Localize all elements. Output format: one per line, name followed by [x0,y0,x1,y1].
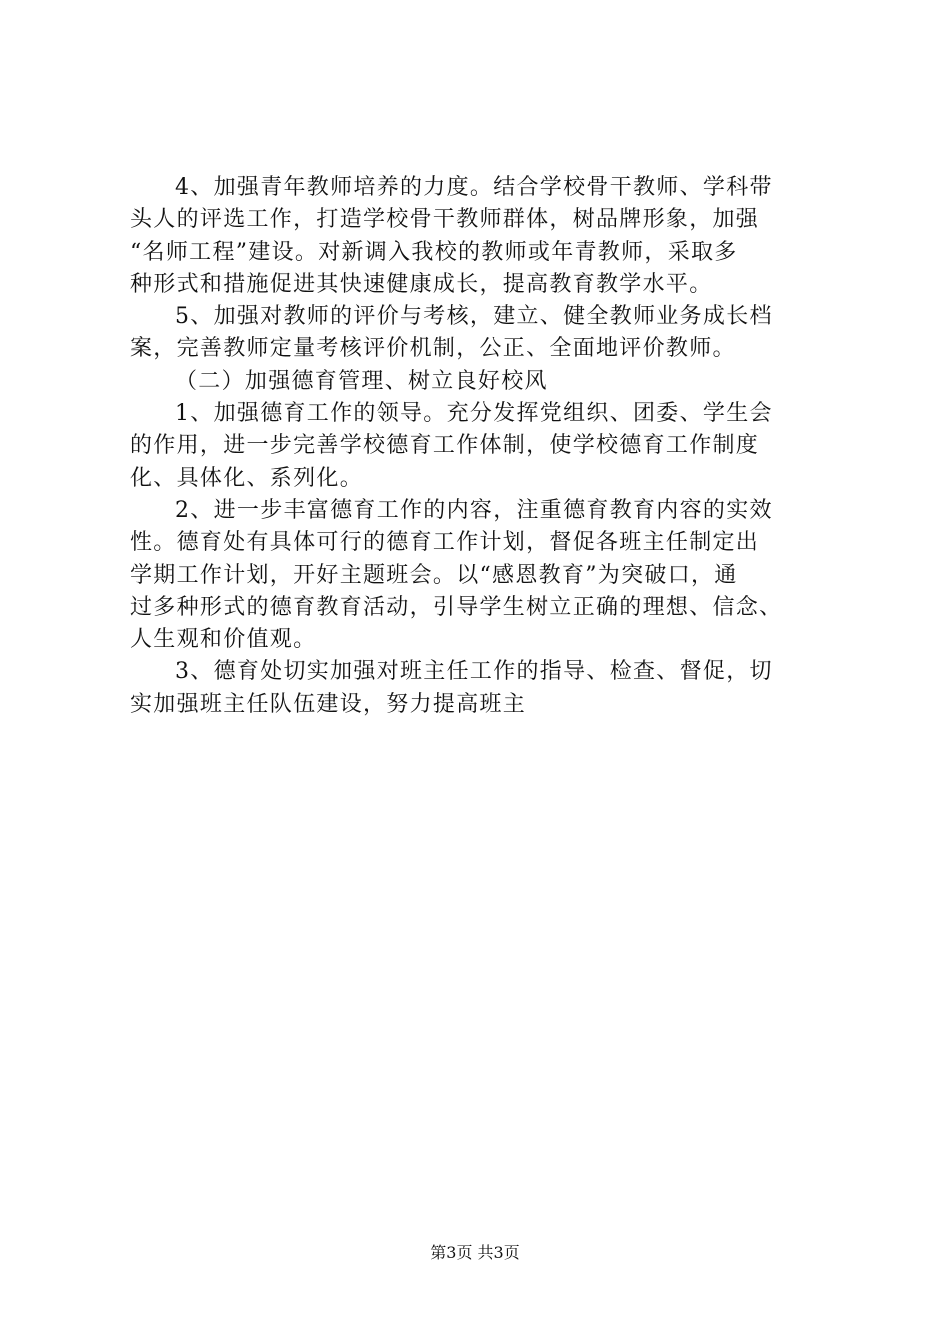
paragraph-1-line-1: 1、加强德育工作的领导。充分发挥党组织、团委、学生会 [175,401,773,427]
paragraph-3-line-2: 实加强班主任队伍建设，努力提高班主 [130,691,527,717]
paragraph-1-line-2: 的作用，进一步完善学校德育工作体制，使学校德育工作制度 [130,433,760,459]
paragraph-3-line-1: 3、德育处切实加强对班主任工作的指导、检查、督促，切 [175,659,773,685]
section-heading: （二）加强德育管理、树立良好校风 [175,368,548,394]
document-body [130,172,835,721]
paragraph-2-line-4: 过多种形式的德育教育活动，引导学生树立正确的理想、信念、 [130,594,783,620]
page-number-footer: 第3页 共3页 [430,1243,520,1262]
paragraph-5-line-1: 5、加强对教师的评价与考核，建立、健全教师业务成长档 [175,304,773,330]
paragraph-2-line-3: 学期工作计划，开好主题班会。以“感恩教育”为突破口，通 [130,562,738,588]
paragraph-1-line-3: 化、具体化、系列化。 [130,465,364,491]
paragraph-2-line-5: 人生观和价值观。 [130,627,317,653]
paragraph-4-line-4: 种形式和措施促进其快速健康成长，提高教育教学水平。 [130,271,713,297]
paragraph-2-line-2: 性。德育处有具体可行的德育工作计划，督促各班主任制定出 [130,530,760,556]
paragraph-4-line-1: 4、加强青年教师培养的力度。结合学校骨干教师、学科带 [175,175,773,200]
paragraph-4-line-3: “名师工程”建设。对新调入我校的教师或年青教师，采取多 [130,239,738,265]
paragraph-5-line-2: 案，完善教师定量考核评价机制，公正、全面地评价教师。 [130,336,736,362]
paragraph-2-line-1: 2、进一步丰富德育工作的内容，注重德育教育内容的实效 [175,497,773,523]
paragraph-4-line-2: 头人的评选工作，打造学校骨干教师群体，树品牌形象，加强 [130,207,760,233]
